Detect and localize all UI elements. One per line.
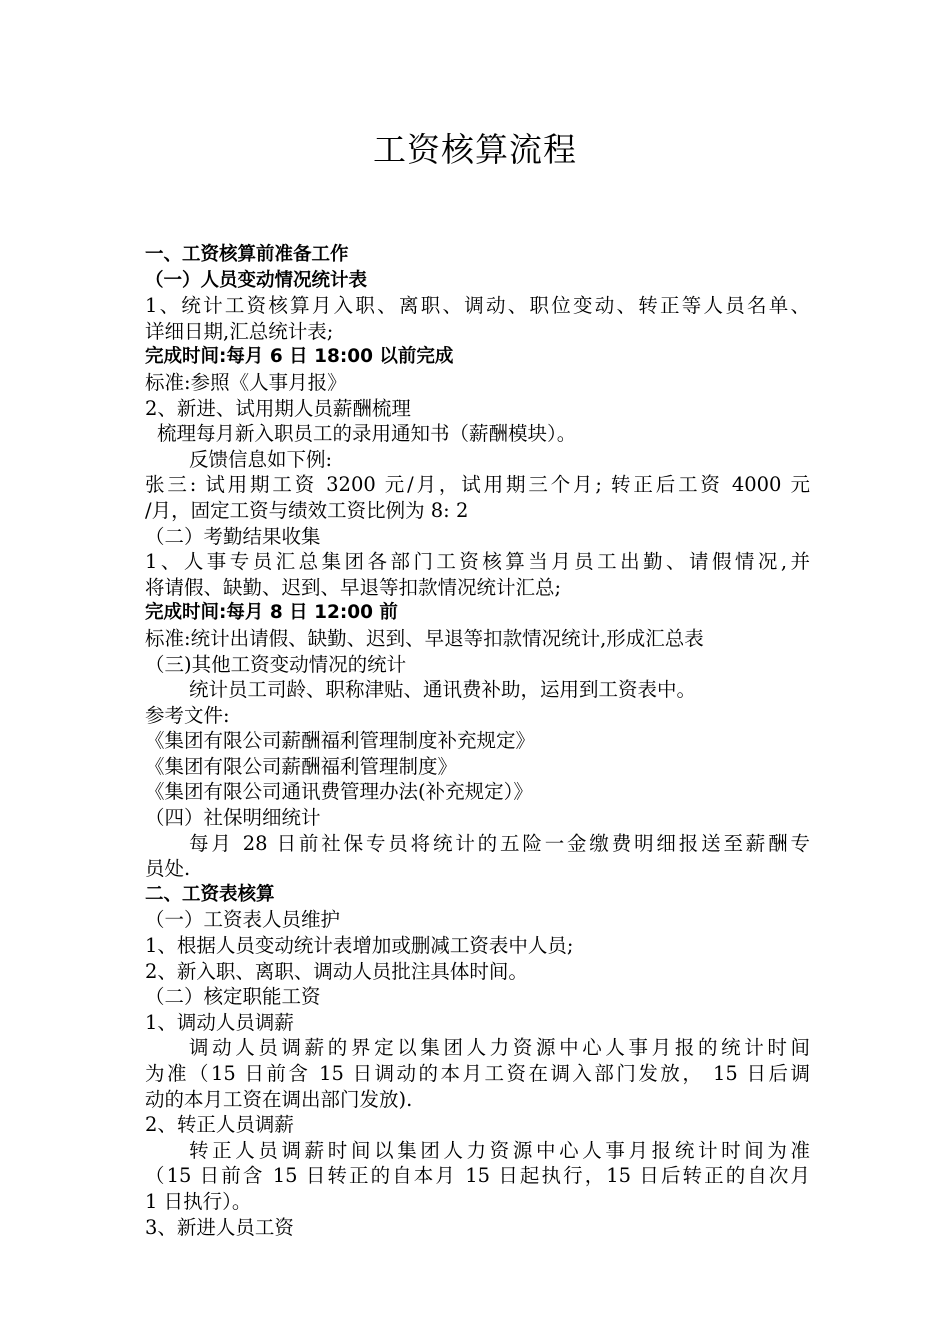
subsection-heading: （一）工资表人员维护 (145, 908, 341, 932)
paragraph-line: 动的本月工资在调出部门发放). (145, 1087, 413, 1111)
reference-item: 《集团有限公司薪酬福利管理制度补充规定》 (145, 729, 536, 753)
paragraph-line: 员处. (145, 857, 191, 881)
section-heading: 一、工资核算前准备工作 (145, 244, 349, 265)
paragraph-line: 1 日执行）。 (145, 1189, 252, 1213)
paragraph-line: 统计员工司龄、职称津贴、通讯费补助，运用到工资表中。 (189, 678, 697, 702)
paragraph-line: 1、调动人员调薪 (145, 1010, 294, 1034)
subsection-heading: （四）社保明细统计 (145, 806, 321, 830)
paragraph-line: 1、统计工资核算月入职、离职、调动、职位变动、转正等人员名单、 (145, 294, 810, 318)
subsection-heading: （三)其他工资变动情况的统计 (145, 652, 407, 676)
paragraph-line: 调动人员调薪的界定以集团人力资源中心人事月报的统计时间 (189, 1036, 810, 1060)
document-body (145, 242, 810, 1240)
paragraph-line: 1、人事专员汇总集团各部门工资核算当月员工出勤、请假情况,并 (145, 550, 810, 574)
subsection-heading: （二）核定职能工资 (145, 985, 321, 1009)
paragraph-line: /月，固定工资与绩效工资比例为 8: 2 (145, 498, 469, 522)
paragraph-line: 张三: 试用期工资 3200 元/月，试用期三个月; 转正后工资 4000 元 (145, 473, 810, 497)
paragraph-line: 每月 28 日前社保专员将统计的五险一金缴费明细报送至薪酬专 (189, 831, 810, 855)
document-title: 工资核算流程 (373, 130, 577, 169)
paragraph-line: 2、转正人员调薪 (145, 1113, 294, 1137)
paragraph-line: 将请假、缺勤、迟到、早退等扣款情况统计汇总; (145, 575, 562, 599)
paragraph-line: （15 日前含 15 日转正的自本月 15 日起执行，15 日后转正的自次月 (145, 1164, 810, 1188)
paragraph-line: 标准:参照《人事月报》 (145, 370, 347, 394)
deadline-line: 完成时间:每月 8 日 12:00 前 (145, 602, 398, 624)
paragraph-line: 转正人员调薪时间以集团人力资源中心人事月报统计时间为准 (189, 1138, 810, 1162)
section-heading: 二、工资表核算 (145, 883, 275, 905)
paragraph-line: 参考文件: (145, 703, 230, 727)
paragraph-line: 3、新进人员工资 (145, 1215, 294, 1239)
paragraph-line: 详细日期,汇总统计表; (145, 319, 334, 343)
paragraph-line: 为准（15 日前含 15 日调动的本月工资在调入部门发放， 15 日后调 (145, 1062, 810, 1085)
paragraph-line: 梳理每月新入职员工的录用通知书（薪酬模块）。 (157, 422, 577, 446)
reference-item: 《集团有限公司通讯费管理办法(补充规定）》 (145, 780, 533, 804)
subsection-heading: （一）人员变动情况统计表 (145, 269, 368, 291)
paragraph-line: 标准:统计出请假、缺勤、迟到、早退等扣款情况统计,形成汇总表 (145, 626, 704, 650)
paragraph-line: 2、新入职、离职、调动人员批注具体时间。 (145, 959, 528, 983)
subsection-heading: （二）考勤结果收集 (145, 524, 321, 548)
paragraph-line: 反馈信息如下例: (189, 447, 333, 471)
paragraph-line: 2、新进、试用期人员薪酬梳理 (145, 396, 411, 420)
reference-item: 《集团有限公司薪酬福利管理制度》 (145, 754, 458, 778)
paragraph-line: 1、根据人员变动统计表增加或删减工资表中人员; (145, 934, 574, 958)
deadline-line: 完成时间:每月 6 日 18:00 以前完成 (145, 346, 454, 368)
